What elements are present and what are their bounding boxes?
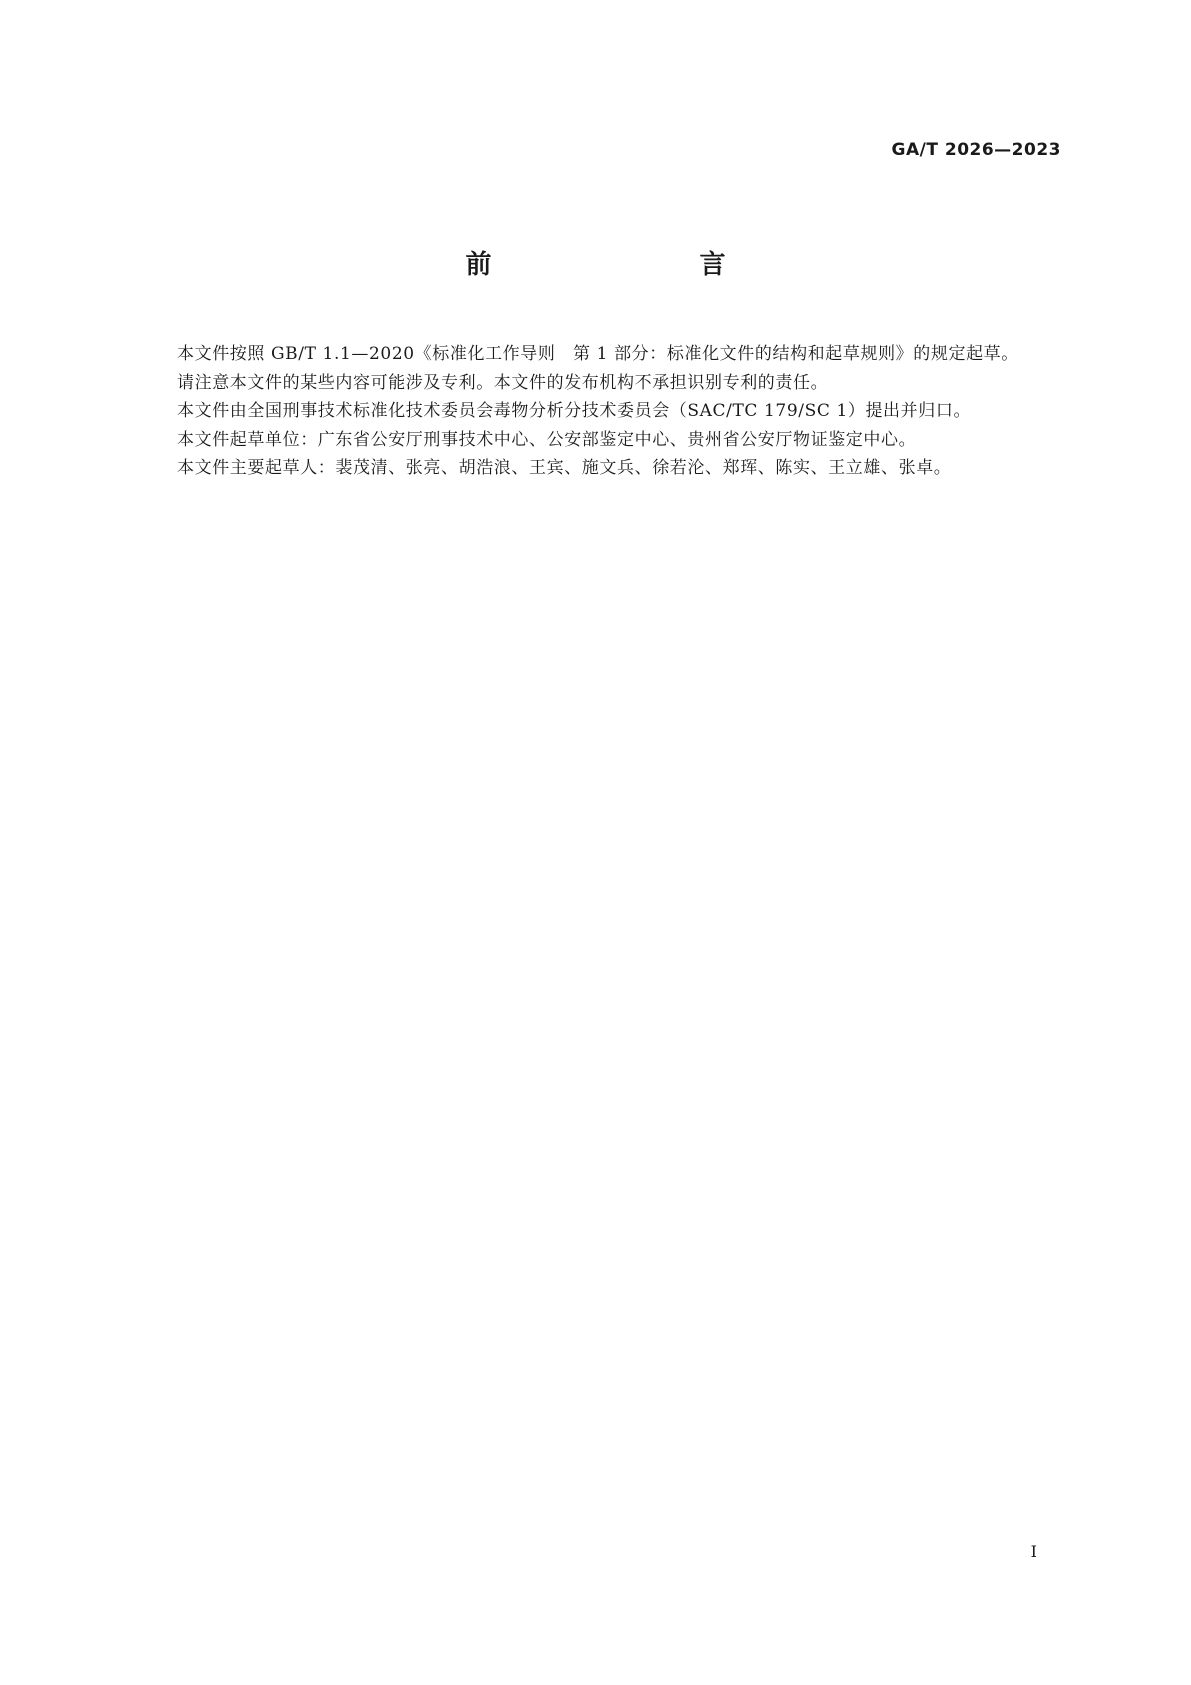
paragraph-patent-notice: 请注意本文件的某些内容可能涉及专利。本文件的发布机构不承担识别专利的责任。 [177, 372, 829, 393]
paragraph-drafters: 本文件主要起草人：裴茂清、张亮、胡浩浪、王宾、施文兵、徐若沦、郑珲、陈实、王立雄、张卓。 [177, 458, 952, 478]
foreword-body [143, 340, 1058, 483]
page-number: I [1030, 1542, 1037, 1561]
paragraph-proposer: 本文件由全国刑事技术标准化技术委员会毒物分析分技术委员会（SAC/TC 179/SC 1）提出并归口。 [177, 401, 972, 421]
paragraph-drafting-units: 本文件起草单位：广东省公安厅刑事技术中心、公安部鉴定中心、贵州省公安厅物证鉴定中心。 [177, 429, 917, 450]
paragraph-drafting-rules: 本文件按照 GB/T 1.1—2020《标准化工作导则 第 1 部分：标准化文件的结构和起草规则》的规定起草。 [177, 344, 1019, 364]
standard-code: GA/T 2026—2023 [891, 140, 1061, 160]
page-title: 前 言 [465, 250, 778, 280]
